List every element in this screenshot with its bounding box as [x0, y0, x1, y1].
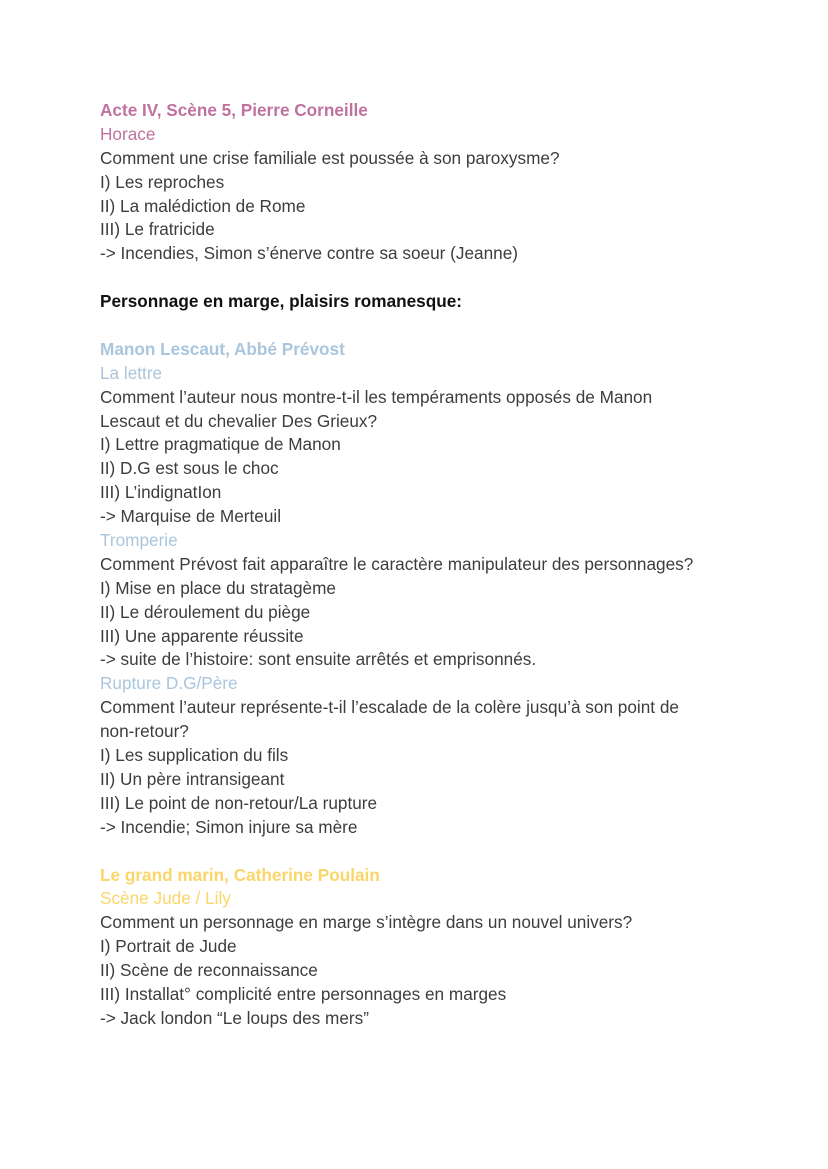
- section2-part3-point-3: III) Le point de non-retour/La rupture: [100, 792, 378, 813]
- section1-title: Acte IV, Scène 5, Pierre Corneille: [100, 100, 368, 120]
- section2-part2-subtitle: Tromperie: [100, 530, 178, 551]
- section2-part2-note: -> suite de l’histoire: sont ensuite arrêtés et emprisonnés.: [100, 649, 537, 670]
- section2-part3-subtitle: Rupture D.G/Père: [100, 673, 238, 694]
- section1-subtitle: Horace: [100, 123, 156, 144]
- section2-part3-point-2: II) Un père intransigeant: [100, 768, 285, 789]
- section2-part1-point-2: II) D.G est sous le choc: [100, 458, 279, 479]
- section-heading: Personnage en marge, plaisirs romanesque:: [100, 291, 463, 312]
- section1-point-3: III) Le fratricide: [100, 219, 215, 240]
- section2-part2-point-2: II) Le déroulement du piège: [100, 601, 311, 622]
- section1-point-1: I) Les reproches: [100, 171, 225, 192]
- section3-title: Le grand marin, Catherine Poulain: [100, 864, 380, 885]
- section1-question: Comment une crise familiale est poussée à son paroxysme?: [100, 147, 560, 168]
- section2-part3-question-line1: Comment l’auteur représente-t-il l’escalade de la colère jusqu’à son point de: [100, 697, 679, 718]
- section2-title: Manon Lescaut, Abbé Prévost: [100, 338, 345, 359]
- section3-note: -> Jack london “Le loups des mers”: [100, 1007, 369, 1028]
- section3-question: Comment un personnage en marge s’intègre dans un nouvel univers?: [100, 912, 633, 933]
- section3-point-2: II) Scène de reconnaissance: [100, 960, 318, 981]
- section2-part1-subtitle: La lettre: [100, 362, 163, 383]
- section2-part1-note: -> Marquise de Merteuil: [100, 506, 282, 527]
- section2-part2-question-line1: Comment Prévost fait apparaître le caractère manipulateur des personnages?: [100, 553, 694, 574]
- section2-part3-question-line2: non-retour?: [100, 721, 189, 742]
- section1-note: -> Incendies, Simon s’énerve contre sa soeur (Jeanne): [100, 243, 518, 264]
- section3-point-3: III) Installat° complicité entre personnages en marges: [100, 983, 507, 1004]
- section2-part1-point-1: I) Lettre pragmatique de Manon: [100, 434, 341, 455]
- section2-part1-question-line1: Comment l’auteur nous montre-t-il les tempéraments opposés de Manon: [100, 386, 653, 407]
- document-page: [100, 99, 800, 1031]
- section2-part1-question-line2: Lescaut et du chevalier Des Grieux?: [100, 410, 378, 431]
- section1-point-2: II) La malédiction de Rome: [100, 195, 306, 216]
- section2-part2-point-3: III) Une apparente réussite: [100, 625, 304, 646]
- section3-subtitle: Scène Jude / Lily: [100, 888, 231, 909]
- section2-part3-point-1: I) Les supplication du fils: [100, 745, 289, 766]
- section2-part1-point-3: III) L’indignatIon: [100, 482, 222, 503]
- section3-point-1: I) Portrait de Jude: [100, 936, 237, 957]
- section2-part2-point-1: I) Mise en place du stratagème: [100, 577, 336, 598]
- section2-part3-note: -> Incendie; Simon injure sa mère: [100, 816, 358, 837]
